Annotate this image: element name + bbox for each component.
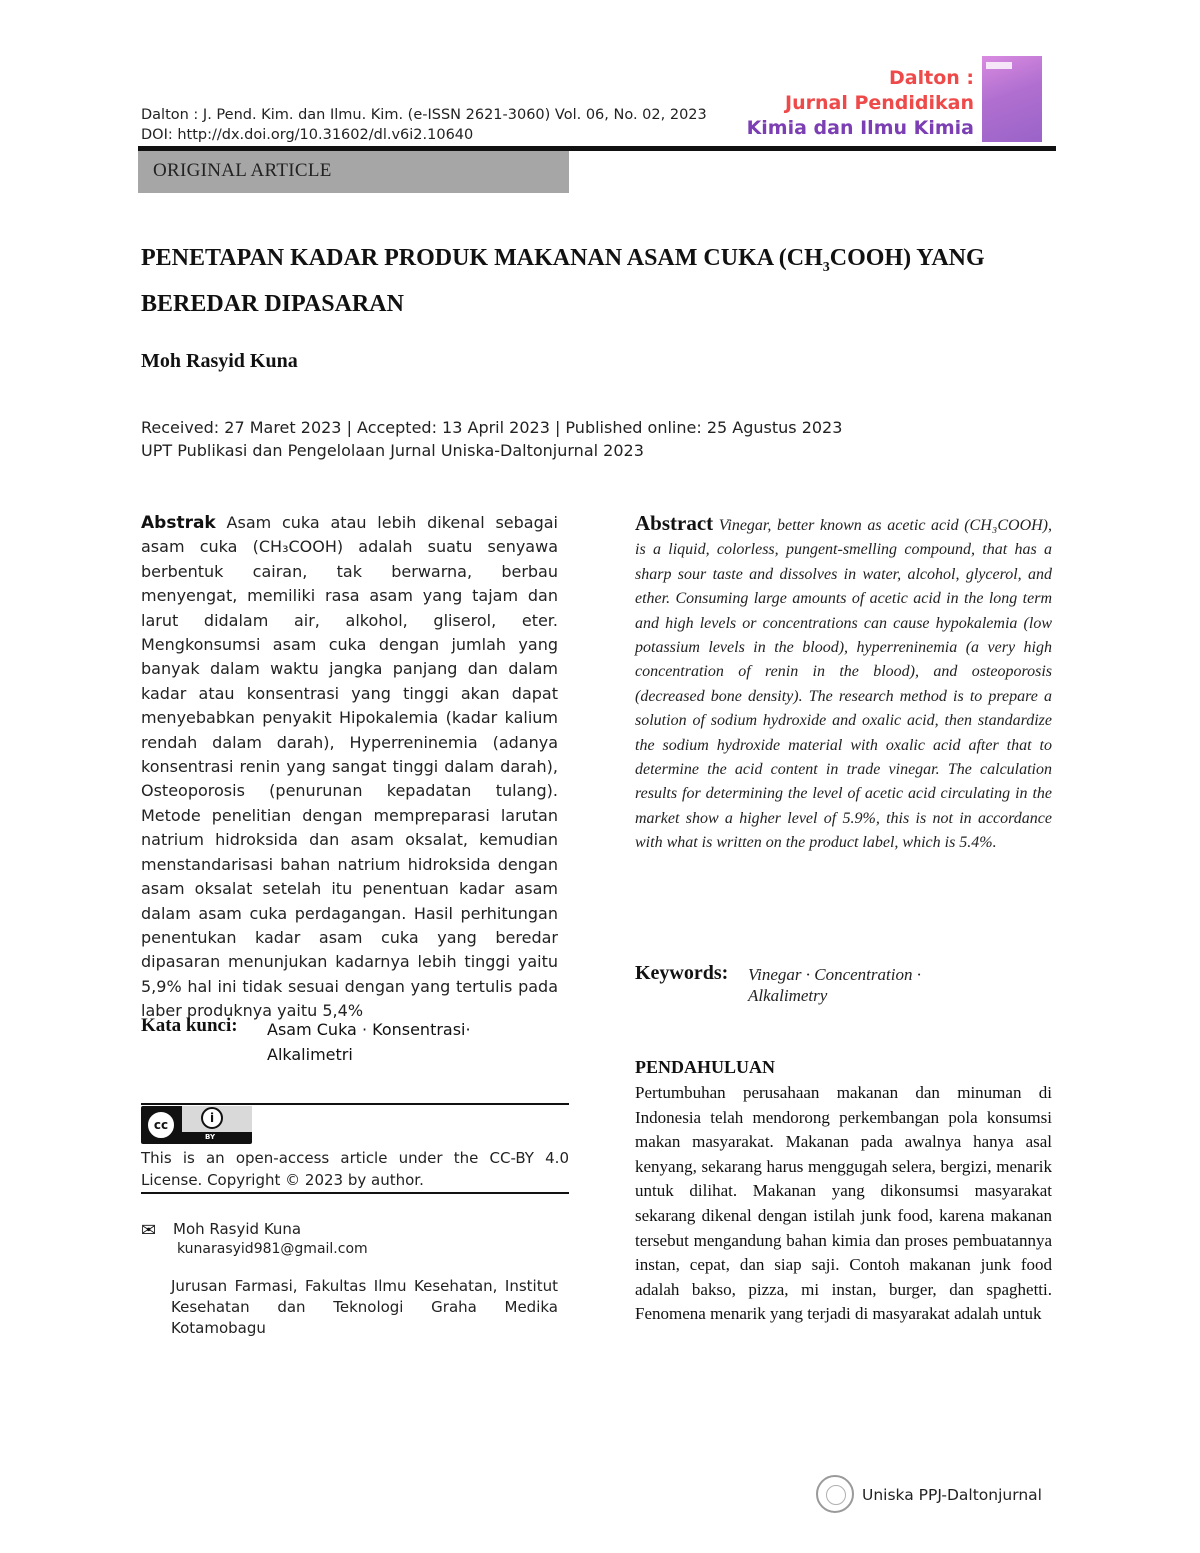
abstrak-label: Abstrak: [141, 513, 216, 533]
cc-icon: cc: [145, 1109, 177, 1141]
keywords-label: Keywords:: [635, 962, 729, 984]
keywords-line-2: Alkalimetry: [748, 986, 828, 1005]
correspondence-email[interactable]: kunarasyid981@gmail.com: [177, 1241, 368, 1257]
abstrak-block: [141, 511, 558, 1024]
article-type-label: ORIGINAL ARTICLE: [153, 160, 332, 181]
logo-line-2: Jurnal Pendidikan: [785, 92, 974, 114]
journal-logo: [747, 66, 974, 141]
license-rule-bottom: [141, 1192, 569, 1194]
abstract-block: [635, 511, 1052, 856]
journal-cover-image: [982, 56, 1042, 142]
kata-kunci-values: [267, 1017, 507, 1067]
publisher-line: UPT Publikasi dan Pengelolaan Jurnal Uniska-Daltonjurnal 2023: [141, 441, 644, 460]
abstract-text: Vinegar, better known as acetic acid (CH₃COOH), is a liquid, colorless, pungent-smelling compound, that has a sharp sour taste and dissolves in water, alcohol, glycerol, and ether. Consuming large amounts of acetic acid in the long term and high levels or concentrations can cause hypokalemia (low potassium levels in the blood), hyperreninemia (a very high concentration of renin in the blood), and osteoporosis (decreased bone density). The research method is to prepare a solution of sodium hydroxide and oxalic acid, then standardize the sodium hydroxide material with oxalic acid after that to determine the acid content in trade vinegar. The calculation results for determining the level of acetic acid circulating in the market show a higher level of 5.9%, this is not in accordance with what is written on the product label, which is 5.4%.: [635, 517, 1053, 852]
affiliation: Jurusan Farmasi, Fakultas Ilmu Kesehatan, Institut Kesehatan dan Teknologi Graha Medika Kotamobagu: [171, 1277, 558, 1337]
footer-text: Uniska PPJ-Daltonjurnal: [862, 1486, 1042, 1504]
abstract-label: Abstract: [635, 511, 714, 535]
doi-link[interactable]: DOI: http://dx.doi.org/10.31602/dl.v6i2.10640: [141, 127, 474, 143]
university-seal-icon: [816, 1475, 854, 1513]
attribution-icon: i: [201, 1107, 223, 1129]
title-part-1: PENETAPAN KADAR PRODUK MAKANAN ASAM CUKA (CH: [141, 245, 823, 271]
keywords-values: [748, 964, 998, 1006]
license-rule-top: [141, 1103, 569, 1105]
author-name: Moh Rasyid Kuna: [141, 350, 298, 372]
correspondence-name: Moh Rasyid Kuna: [173, 1220, 302, 1238]
logo-line-1: Dalton :: [889, 67, 974, 89]
license-text: This is an open-access article under the CC-BY 4.0 License. Copyright © 2023 by author.: [141, 1149, 569, 1189]
abstrak-text: Asam cuka atau lebih dikenal sebagai asam cuka (CH₃COOH) adalah suatu senyawa berbentuk cairan, tak berwarna, berbau menyengat, memiliki rasa asam yang tajam dan larut didalam air, alkohol, gliserol, eter. Mengkonsumsi asam cuka dengan jumlah yang banyak dalam waktu jangka panjang dan dalam kadar atau konsentrasi yang tinggi akan dapat menyebabkan penyakit Hipokalemia (kadar kalium rendah dalam darah), Hyperreninemia (adanya konsentrasi renin yang sangat tinggi dalam darah), Osteoporosis (penurunan kepadatan tulang). Metode penelitian dengan mempreparasi larutan natrium hidroksida dan asam oksalat, kemudian menstandarisasi bahan natrium hidroksida dengan asam oksalat setelah itu penentuan kadar asam dalam asam cuka perdagangan. Hasil perhitungan penentukan kadar asam cuka yang beredar dipasaran menunjukan kadarnya lebih tinggi yaitu 5,9% hal ini tidak sesuai dengan yang tertulis pada laber produknya yaitu 5,4%: [141, 513, 558, 1021]
pendahuluan-text: Pertumbuhan perusahaan makanan dan minuman di Indonesia telah mendorong perkembangan pola konsumsi makan masyarakat. Makanan pada awalnya hanya asal kenyang, sekarang harus menggugah selera, bergizi, menarik untuk dilihat. Makanan yang dikonsumsi masyarakat sekarang dikenal dengan istilah junk food, karena makanan tersebut mengandung bahan kimia dan proses pembuatannya instan, cepat, dan siap saji. Contoh makanan junk food adalah bakso, pizza, mi instan, burger, dan spaghetti. Fenomena menarik yang terjadi di masyarakat adalah untuk: [635, 1083, 1052, 1324]
journal-citation: Dalton : J. Pend. Kim. dan Ilmu. Kim. (e-ISSN 2621-3060) Vol. 06, No. 02, 2023: [141, 107, 707, 123]
title-part-2: COOH) YANG BEREDAR DIPASARAN: [141, 245, 985, 317]
logo-line-3: Kimia dan Ilmu Kimia: [746, 117, 974, 139]
publication-dates: Received: 27 Maret 2023 | Accepted: 13 April 2023 | Published online: 25 Agustus 2023: [141, 418, 843, 437]
kata-kunci-line-1: Asam Cuka · Konsentrasi·: [267, 1020, 471, 1039]
by-label: BY: [205, 1133, 216, 1141]
kata-kunci-label: Kata kunci:: [141, 1015, 238, 1036]
keywords-line-1: Vinegar · Concentration ·: [748, 965, 921, 984]
mail-icon: ✉: [141, 1220, 157, 1241]
paper-title: [141, 240, 1061, 322]
kata-kunci-line-2: Alkalimetri: [267, 1045, 353, 1064]
title-subscript: 3: [822, 259, 830, 275]
section-heading-pendahuluan: PENDAHULUAN: [635, 1057, 776, 1077]
